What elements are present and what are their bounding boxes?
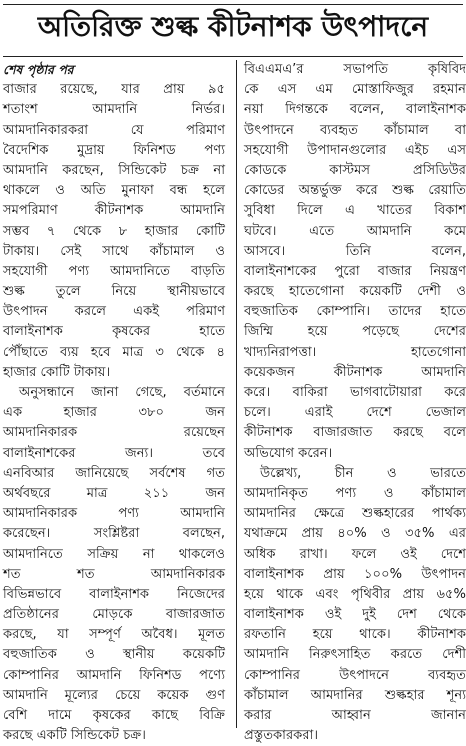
article-line: সম্ভব ৭ থেকে ৮ হাজার কোটি	[3, 223, 225, 239]
article-line: বৈদেশিক মুদ্রায় ফিনিশড পণ্য	[3, 142, 225, 158]
article-line: কে এস এম মোস্তাফিজুর রহমান	[244, 82, 466, 98]
article-line: যথাক্রমে প্রায় ৪০% ও ৩৫% এর	[244, 526, 466, 542]
article-line: বহুজাতিক কোম্পানি। তাদের হাতে	[244, 304, 466, 320]
article-line: শত শত আমদানিকারক	[3, 566, 225, 582]
article-line: সহযোগী পণ্য আমদানিতে বাড়তি	[3, 263, 225, 279]
article-line: আমদানির ক্ষেত্রে শুল্কহারের পার্থক্য	[244, 506, 466, 522]
continued-from-label: শেষ পৃষ্ঠার পর	[3, 62, 74, 77]
right-column	[244, 60, 466, 744]
article-line: কয়েকজন কীটনাশক আমদানি	[244, 364, 466, 380]
article-line: বিএএমএ’র সভাপতি কৃষিবিদ	[244, 62, 466, 77]
article-line: করছে, যা সম্পূর্ণ অবৈধ। মূলত	[3, 627, 225, 643]
article-line: করছে একটি সিন্ডিকেট চক্র।	[3, 728, 146, 744]
article-line: কোম্পানির আমদানি ফিনিশড পণ্যে	[3, 667, 225, 683]
article-line: কাঁচামাল আমদানির শুল্কহার শূন্য	[244, 687, 466, 703]
article-line: আমদানি করছেন, সিন্ডিকেট চক্র না	[3, 162, 225, 178]
article-line: করছে হাতেগোনা কয়েকটি দেশী ও	[244, 284, 466, 300]
article-line: নয়া দিগন্তকে বলেন, বালাইনাশক	[244, 102, 466, 118]
article-line: থাকলে ও অতি মুনাফা বন্ধ হলে	[3, 183, 225, 199]
column-divider	[236, 60, 237, 728]
article-line: অভিযোগ করেন।	[244, 445, 333, 461]
article-line: কোডকে কাস্টমস প্রসিডিউর	[244, 162, 466, 178]
headline-rule-bottom	[3, 56, 463, 57]
article-line: বালাইনাশক প্রায় ১০০% উৎপাদন	[244, 566, 466, 582]
article-line: উৎপাদনে ব্যবহৃত কাঁচামাল বা	[244, 122, 466, 138]
article-line: উল্লেখ্য, চীন ও ভারতে	[260, 465, 466, 481]
article-line: করে। বাকিরা ভাগবাটোয়ারা করে	[244, 385, 466, 400]
article-line: ঘটবে। এতে আমদানি কমে	[244, 223, 466, 239]
article-line: জিম্মি হয়ে পড়েছে দেশের	[244, 324, 466, 340]
article-line: আমদানিকারকরা যে পরিমাণ	[3, 122, 225, 138]
article-line: বালাইনাশক কৃষকের হাতে	[3, 324, 225, 340]
article-line: টাকায়। সেই সাথে কাঁচামাল ও	[3, 243, 225, 259]
article-line: করার আহ্বান জানান	[244, 708, 466, 723]
article-line: সহযোগী উপাদানগুলোর এইচ এস	[244, 142, 466, 158]
article-line: বেশি দামে কৃষকের কাছে বিক্রি	[3, 708, 225, 723]
article-line: শুল্ক তুলে নিয়ে স্থানীয়ভাবে	[3, 284, 225, 300]
article-line: বালাইনাশকের জন্য। তবে	[3, 445, 225, 461]
article-line: কোডের অন্তর্ভুক্ত করে শুল্ক রেয়াতি	[244, 183, 466, 199]
article-line: আমদানি নিরুৎসাহিত করতে দেশী	[244, 647, 466, 663]
article-line: আমদানিকারক রয়েছেন	[3, 425, 225, 441]
article-line: আমদানিকারক পণ্য আমদানি	[3, 506, 225, 522]
article-line: আমদানিকৃত পণ্য ও কাঁচামাল	[244, 485, 466, 501]
article-line: প্রস্তুতকারকরা।	[244, 728, 319, 744]
article-line: অধিক রাখা। ফলে ওই দেশে	[244, 546, 466, 562]
article-line: শতাংশ আমদানি নির্ভর।	[3, 102, 225, 118]
article-line: উৎপাদন করলে একই পরিমাণ	[3, 304, 225, 320]
article-line: অনুসন্ধানে জানা গেছে, বর্তমানে	[19, 385, 225, 400]
article-line: অর্থবছরে মাত্র ২১১ জন	[3, 485, 225, 501]
article-line: রফতানি হয়ে থাকে। কীটনাশক	[244, 627, 466, 643]
article-line: খাদ্যনিরাপত্তা। হাতেগোনা	[244, 344, 466, 360]
article-line: আমদানি মূল্যের চেয়ে কয়েক গুণ	[3, 687, 225, 703]
article-line: পৌঁছাতে ব্যয় হবে মাত্র ৩ থেকে ৪	[3, 344, 225, 360]
left-column	[3, 60, 225, 744]
article-line: কীটনাশক বাজারজাত করছে বলে	[244, 425, 466, 441]
article-line: বাজার রয়েছে, যার প্রায় ৯৫	[3, 82, 225, 98]
article-line: কোম্পানির উৎপাদনে ব্যবহৃত	[244, 667, 466, 683]
article-line: সমপরিমাণ কীটনাশক আমদানি	[3, 203, 225, 219]
article-line: এক হাজার ৩৮০ জন	[3, 405, 225, 421]
article-line: প্রতিষ্ঠানের মোড়কে বাজারজাত	[3, 607, 225, 623]
article-line: সুবিধা দিলে এ খাতের বিকাশ	[244, 203, 466, 219]
article-line: চলে। এরাই দেশে ভেজাল	[244, 405, 466, 421]
article-line: বালাইনাশকের পুরো বাজার নিয়ন্ত্রণ	[244, 263, 466, 279]
article-line: আমদানিতে সক্রিয় না থাকলেও	[3, 546, 225, 562]
article-line: হয়ে থাকে এবং পৃথিবীর প্রায় ৬৫%	[244, 586, 466, 602]
article-line: বিভিন্নভাবে বালাইনাশক নিজেদের	[3, 586, 225, 602]
article-line: বালাইনাশক ওই দুই দেশ থেকে	[244, 607, 466, 623]
article-line: এনবিআর জানিয়েছে সর্বশেষ গত	[3, 465, 225, 481]
headline: অতিরিক্ত শুল্ক কীটনাশক উৎপাদনে	[37, 9, 429, 43]
article-line: আসবে। তিনি বলেন,	[244, 243, 466, 259]
article-line: করেছেন। সংশ্লিষ্টরা বলছেন,	[3, 526, 225, 542]
headline-rule-top	[3, 4, 463, 5]
article-line: হাজার কোটি টাকায়।	[3, 364, 111, 380]
article-line: বহুজাতিক ও স্থানীয় কয়েকটি	[3, 647, 225, 663]
